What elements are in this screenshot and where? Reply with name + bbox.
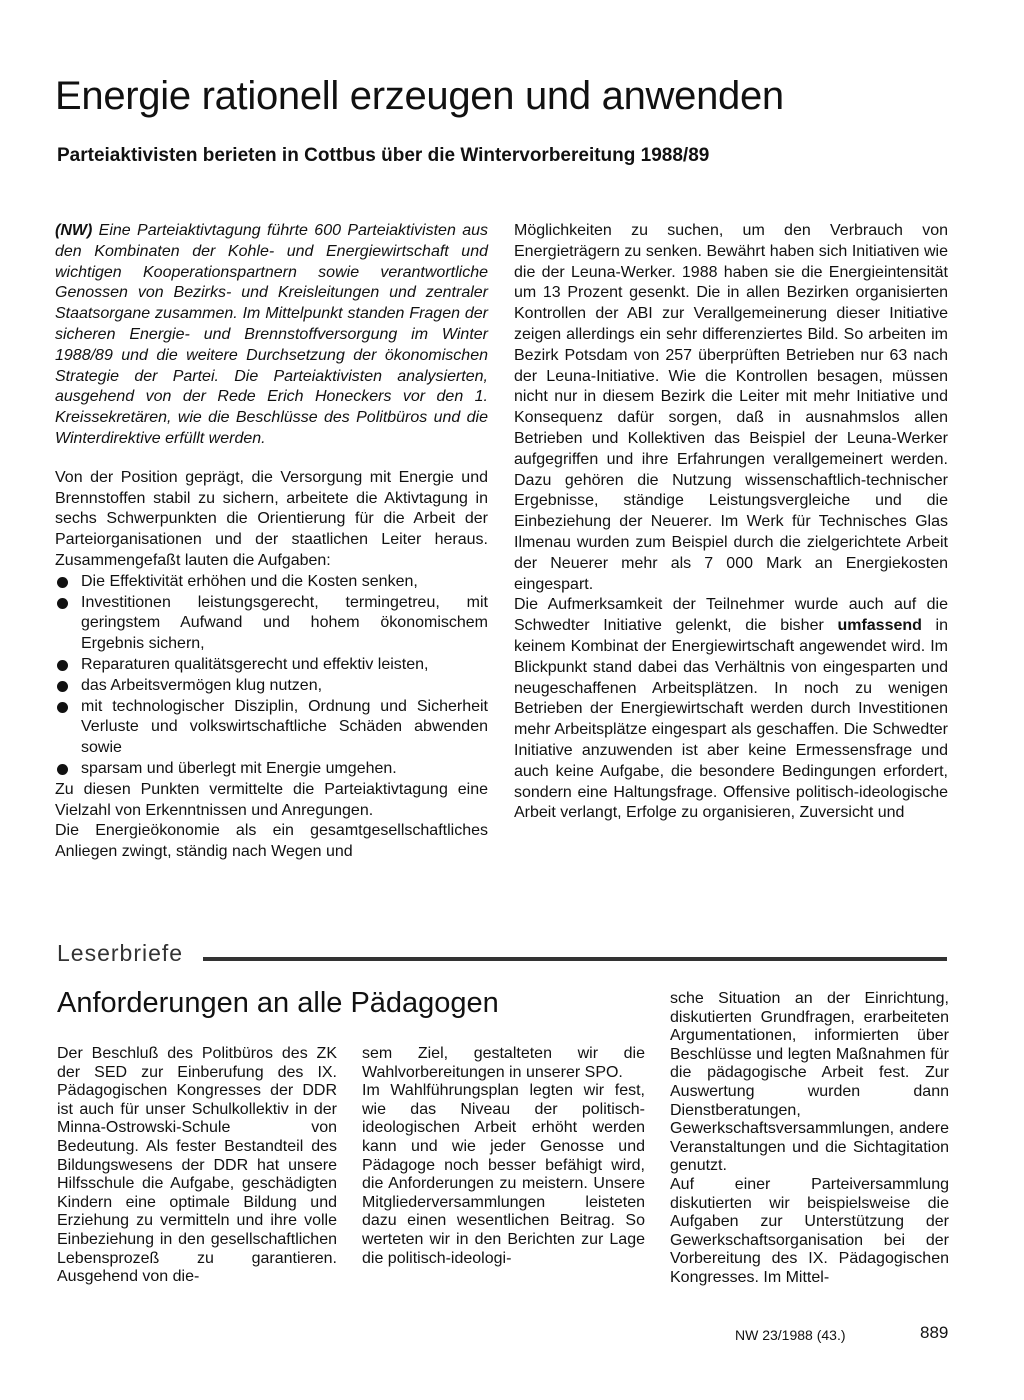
body-paragraph: sche Situation an der Einrichtung, diskutierten Grundfragen, erarbeiteten Argumentationen, informierten über Beschlüsse und legten Maßnahmen für die pädagogische Arbeit fest. Zur Auswertung wurden dann Dienstberatungen, Gewerkschaftsversammlungen, andere Veranstaltungen und die Sichtagitation genutzt. [670,990,949,1175]
letter-column-3 [670,990,949,1288]
text-run: in keinem Kombinat der Energiewirtschaft angewendet wird. Im Blickpunkt stand dabei das Verhältnis von eingesparten und neugeschaffenen Arbeitsplätzen. In noch zu wenigen Betrieben der Energiewirtschaft werden durch Investitionen mehr Arbeitsplätze eingespart als geschaffen. Die Schwedter Initiative anzuwenden ist aber keine Ermessensfrage und auch keine Aufgabe, die besondere Bedingungen erfordert, sondern eine Haltungsfrage. Offensive politisch-ideologische Arbeit verlangt, Erfolge zu organisieren, Zuversicht und [514,617,948,822]
letter-title: Anforderungen an alle Pädagogen [57,987,499,1019]
body-paragraph: Der Beschluß des Politbüros des ZK der SED zur Einberufung des IX. Pädagogischen Kongresses der DDR ist auch für unser Schulkollektiv in der Minna-Ostrowski-Schule von Bedeutung. Als fester Bestandteil des Bildungswesens der DDR hat unsere Hilfsschule die Aufgabe, geschädigten Kindern eine optimale Bildung und Erziehung zu vermitteln und ihre volle Einbeziehung in den gesellschaftlichen Lebensprozeß zu garantieren. Ausgehend von die- [57,1045,337,1286]
body-paragraph: Möglichkeiten zu suchen, um den Verbrauch von Energieträgern zu senken. Bewährt haben sich Initiativen wie die der Leuna-Werker. 1988 haben sie die Energieintensität um 13 Prozent gesenkt. Die in allen Bezirken organisierten Kontrollen der ABI zur Verallgemeinerung dieser Initiative zeigen allerdings ein sehr differenziertes Bild. So arbeiten im Bezirk Potsdam von 257 überprüften Betrieben nur 63 nach der Leuna-Initiative. Wie die Kontrollen besagen, müssen nicht nur in diesem Bezirk die Leiter mit mehr Initiative und Konsequenz dafür sorgen, daß in ausnahmslos allen Betrieben und Kollektiven das Beispiel der Leuna-Werker aufgegriffen und ihre Erfahrungen verallgemeinert werden. Dazu gehören die Nutzung wissenschaftlich-technischer Ergebnisse, ständige Leistungsvergleiche und die Einbeziehung der Neuerer. Im Werk für Technisches Glas Ilmenau wurden zum Beispiel durch die zielgerichtete Arbeit der Neuerer mehr als 7 000 Mark an Energiekosten eingespart. [514,222,948,593]
page-number: 889 [920,1323,949,1342]
emphasis-text: umfassend [837,617,922,635]
body-paragraph: Zu diesen Punkten vermittelte die Parteiaktivtagung eine Vielzahl von Erkenntnissen und Anregungen. [55,780,488,819]
list-item: mit technologischer Disziplin, Ordnung und Sicherheit Verluste und volkswirtschaftliche Schäden abwenden sowie [55,697,488,759]
text-run: Die Aufmerksamkeit der Teilnehmer wurde auch auf die Schwedter Initiative gelenkt, die bisher [514,596,948,635]
body-paragraph: Von der Position geprägt, die Versorgung mit Energie und Brennstoffen stabil zu sichern, arbeitete die Aktivtagung in sechs Schwerpunkten die Orientierung für die Arbeit der Parteiorganisationen und der staatlichen Leiter heraus. Zusammengefaßt lauten die Aufgaben: [55,468,488,569]
section-label: Leserbriefe [57,940,184,966]
list-item: das Arbeitsvermögen klug nutzen, [55,676,488,697]
body-paragraph [514,595,948,824]
lead-text: Eine Parteiaktivtagung führte 600 Parteiaktivisten aus den Kombinaten der Kohle- und Energiewirtschaft und wichtigen Kooperationspartnern sowie verantwortliche Genossen von Bezirks- und Kreisleitungen und zentraler Staatsorgane zusammen. Im Mittelpunkt standen Fragen der sicheren Energie- und Brennstoffversorgung im Winter 1988/89 und die weitere Durchsetzung der ökonomischen Strategie der Partei. Die Parteiaktivisten analysierten, ausgehend von der Rede Erich Honeckers vor den 1. Kreissekretären, wie die Beschlüsse des Politbüros und die Winterdirektive erfüllt werden. [55,222,488,447]
section-divider [203,957,947,961]
task-list [55,572,488,780]
lead-tag: (NW) [55,222,93,239]
article-subtitle: Parteiaktivisten berieten in Cottbus über die Wintervorbereitung 1988/89 [57,145,710,166]
article-column-2 [514,221,948,824]
letter-column-2 [362,1045,645,1268]
body-paragraph: Im Wahlführungsplan legten wir fest, wie das Niveau der politisch-ideologischen Arbeit erhöht werden kann und wie jeder Genosse und Pädagoge noch besser befähigt wird, die Anforderungen zu meistern. Unsere Mitgliederversammlungen leisteten dazu einen wesentlichen Beitrag. So werteten wir in den Berichten zur Lage die politisch-ideologi- [362,1082,645,1267]
body-paragraph: Auf einer Parteiversammlung diskutierten wir beispielsweise die Aufgaben zur Unterstützung der Gewerkschaftsorganisation bei der Vorbereitung des IX. Pädagogischen Kongresses. Im Mittel- [670,1175,949,1286]
list-item: sparsam und überlegt mit Energie umgehen. [55,759,488,780]
section-header [57,938,947,968]
list-item: Investitionen leistungsgerecht, termingetreu, mit geringstem Aufwand und hohem ökonomischem Ergebnis sichern, [55,593,488,655]
body-paragraph: Die Energieökonomie als ein gesamtgesellschaftliches Anliegen zwingt, ständig nach Wegen und [55,822,488,861]
article-title: Energie rationell erzeugen und anwenden [55,74,784,118]
list-item: Die Effektivität erhöhen und die Kosten senken, [55,572,488,593]
issue-reference: NW 23/1988 (43.) [735,1327,846,1343]
article-column-1 [55,221,488,863]
lead-paragraph [55,221,488,450]
list-item: Reparaturen qualitätsgerecht und effektiv leisten, [55,655,488,676]
body-paragraph: sem Ziel, gestalteten wir die Wahlvorbereitungen in unserer SPO. [362,1045,645,1081]
letter-column-1 [57,1045,337,1287]
